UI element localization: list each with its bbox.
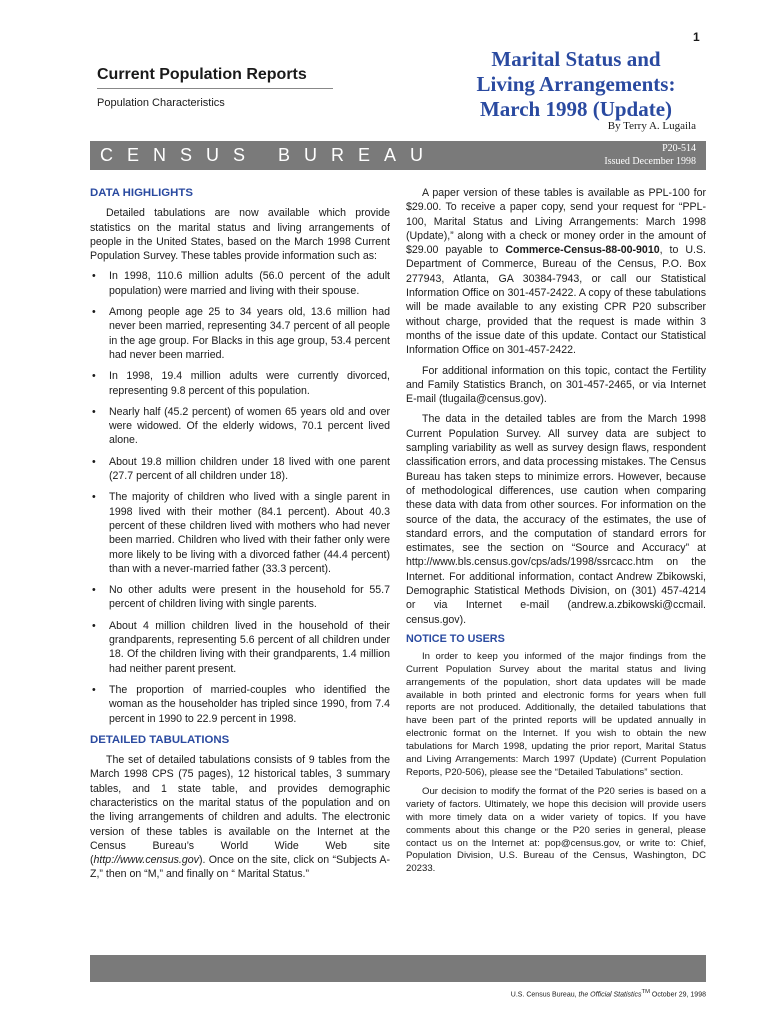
bullet-icon: • — [92, 370, 96, 383]
list-item — [90, 583, 390, 612]
detailed-text-a: The set of detailed tabulations consists of 9 tables from the March 1998 CPS (75 pages), 12 historical tables, 3 summary tables, and 1 state table, and provides demographic characteristics on the marital status of the population and on the living arrangements of children and adults. The electronic version of these tables is available on the Internet at the Census Bureau’s World Wide Web site ( — [90, 754, 390, 867]
data-source-text: The data in the detailed tables are from the March 1998 Current Population Survey. All survey data are subject to sampling variability as well as survey design flaws, respondent classification errors, and data processing mistakes. The Census Bureau has taken steps to minimize errors. However, because of methodological differences, use caution when comparing these data with data from other sources. For information on the source of the data, the accuracy of the estimates, the use of standard errors, and the computation of standard errors for estimates, see the section on “Source and Accuracy” at http://www.bls.census.gov/cps/ads/1998/ssrcacc.htm on the Internet. For additional information, contact Andrew Zbikowski, Demographic Statistical Methods Division, on (301) 457-4214 or via Internet e-mail (andrew.a.zbikowski@ccmail. census.gov). — [406, 413, 706, 626]
notice-paragraph-2: Our decision to modify the format of the P20 series is based on a variety of factors. Ultimately, we hope this decision will provide users with more timely data on a wider variety of topics. If you have comments about this change or the P20 series in general, please contact us on the Internet at: pop@census.gov, or write to: Chief, Population Division, U.S. Bureau of the Census, Washington, DC 20233. — [406, 785, 706, 875]
report-number: P20-514 — [662, 143, 696, 154]
list-item-text: About 19.8 million children under 18 lived with one parent (27.7 percent of all children under 18). — [109, 455, 390, 483]
list-item-text: In 1998, 110.6 million adults (56.0 percent of the adult population) were married and living with their spouse. — [109, 270, 390, 297]
payee-account: Commerce-Census-88-00-9010 — [505, 244, 660, 257]
list-item — [90, 619, 390, 676]
list-item — [90, 369, 390, 398]
trademark-mark: TM — [641, 989, 650, 995]
footer-tagline: the Official Statistics — [578, 991, 642, 999]
report-title-line-3: March 1998 (Update) — [479, 97, 673, 121]
data-highlights-heading: DATA HIGHLIGHTS — [90, 187, 193, 199]
highlights-list — [90, 269, 390, 725]
list-item-text: The proportion of married-couples who identified the woman as the householder has tripled since 1990, from 7.4 percent in 1990 to 22.9 percent in 1998. — [109, 683, 390, 725]
bullet-icon: • — [92, 270, 96, 283]
detailed-text-b: ). Once on the site, click on “Subjects A-Z,” then on “M,” and finally on “ Marital Status.” — [90, 854, 390, 881]
list-item-text: Among people age 25 to 34 years old, 13.6 million had never been married, representing 34.7 percent of all people in the age group. For Blacks in this age group, 53.4 percent had never been married. — [109, 306, 390, 361]
paper-version-text — [406, 186, 706, 358]
list-item-text: In 1998, 19.4 million adults were currently divorced, representing 9.8 percent of this population. — [109, 370, 390, 397]
list-item-text: Nearly half (45.2 percent) of women 65 years old and over were widowed. Of the elderly widows, 70.1 percent lived alone. — [109, 405, 390, 447]
report-title-line-2: Living Arrangements: — [476, 72, 676, 96]
footer-prefix: U.S. Census Bureau, — [510, 991, 579, 999]
list-item-text: The majority of children who lived with a single parent in 1998 lived with their mother (84.1 percent). About 40.3 percent of these children lived with mothers who had never been married. Children who lived with their father only were more likely to be living with a divorced father (44.4 percent) than with a never-married father (33.3 percent). — [109, 491, 390, 575]
paper-text-a: A paper version of these tables is available as PPL-100 for $29.00. To receive a paper copy, send your request for “PPL-100, Marital Status and Living Arrangements: March 1998 (Update),” along with a check or money order in the amount of $29.00 payable to — [406, 187, 706, 257]
banner-agency: CENSUS BUREAU — [100, 145, 438, 165]
bullet-icon: • — [92, 306, 96, 319]
right-column — [406, 186, 706, 882]
detailed-tabulations-heading: DETAILED TABULATIONS — [90, 733, 230, 746]
bullet-icon: • — [92, 455, 96, 468]
bullet-icon: • — [92, 619, 96, 632]
list-item — [90, 683, 390, 726]
list-item — [90, 455, 390, 484]
additional-info-text: For additional information on this topic, contact the Fertility and Family Statistics Branch, on 301-457-2465, or via Internet E-mail (tlugaila@census.gov). — [406, 364, 706, 406]
bullet-icon: • — [92, 491, 96, 504]
notice-to-users — [406, 633, 706, 876]
list-item — [90, 490, 390, 576]
footer-date: October 29, 1998 — [649, 991, 706, 999]
banner-report-id — [604, 142, 696, 168]
list-item — [90, 269, 390, 298]
footer-credit — [511, 989, 706, 998]
footer-bar — [90, 955, 706, 982]
highlights-intro: Detailed tabulations are now available which provide statistics on the marital status and living arrangements of people in the United States, based on the March 1998 Current Population Survey. These tables provide information such as: — [90, 207, 390, 263]
list-item — [90, 305, 390, 362]
byline: By Terry A. Lugaila — [607, 120, 696, 132]
detailed-tabulations-text — [90, 753, 390, 882]
census-website-link[interactable]: http://www.census.gov — [93, 854, 199, 867]
issue-date: Issued December 1998 — [604, 156, 696, 167]
series-subtitle: Population Characteristics — [97, 97, 225, 109]
paper-text-b: , to U.S. Department of Commerce, Bureau of the Census, P.O. Box 277943, Atlanta, GA 30384-7943, or call our Statistical Information Office on 301-457-2422. A copy of these tabulations will be made available to any existing CPR P20 subscriber without charge, provided that the request is made within 3 months of the issue date of this update. Contact our Statistical Information Office on 301-457-2422. — [406, 244, 706, 357]
page-number: 1 — [693, 30, 700, 44]
list-item-text: About 4 million children lived in the household of their grandparents, representing 5.6 percent of all children under 18. Of the children living with their grandparents, 1.4 million had neither parent present. — [109, 619, 390, 675]
report-title-line-1: Marital Status and — [491, 47, 661, 71]
bullet-icon: • — [92, 683, 96, 696]
left-column — [90, 186, 390, 888]
bullet-icon: • — [92, 584, 96, 597]
series-block — [97, 66, 333, 109]
census-bureau-banner — [90, 141, 706, 170]
list-item-text: No other adults were present in the household for 55.7 percent of children living with single parents. — [109, 584, 390, 611]
series-title: Current Population Reports — [97, 66, 333, 89]
bullet-icon: • — [92, 405, 96, 418]
notice-heading: NOTICE TO USERS — [406, 632, 505, 645]
report-title — [456, 47, 696, 122]
list-item — [90, 405, 390, 448]
notice-paragraph-1: In order to keep you informed of the major findings from the Current Population Survey about the marital status and living arrangements of the population, short data updates will be made available in both printed and electronic forms for years when full reports are not produced. Additionally, the detailed tabulations that have been part of the printed reports will be updated annually in electronic format on the Internet. If you wish to obtain the new tabulations for March 1998, updating the prior report, Marital Status and Living Arrangements: March 1997 (Update) (Current Population Reports, P20-506), please see the “Detailed Tabulations” section. — [406, 650, 706, 778]
